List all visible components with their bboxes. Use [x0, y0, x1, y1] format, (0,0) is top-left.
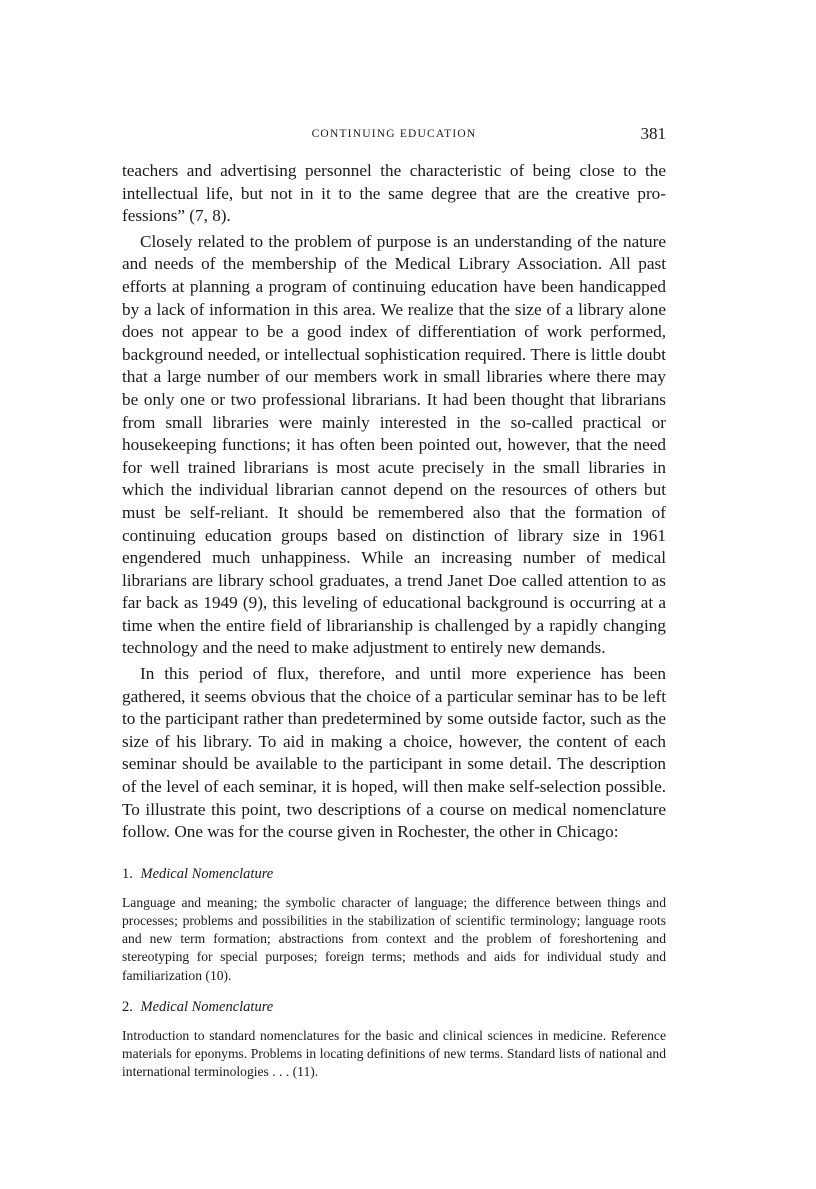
course-description-title: Medical Nomenclature	[140, 865, 274, 882]
paragraph-continuation: teachers and advertising personnel the characteristic of being close to the intellectual life, but not in it to the same degree that are the creative professions” (7, 8).	[122, 161, 666, 226]
course-description-text: Language and meaning; the symbolic character of language; the difference between things and processes; problems and possibilities in the stabilization of scientific terminology; language roots and new term formation; abstractions from context and the problem of foreshortening and stereotyping for special purposes; foreign terms; methods and aids for individual study and familiarization (10).	[122, 894, 666, 983]
running-title: CONTINUING EDUCATION	[311, 128, 477, 140]
course-description-title: Medical Nomenclature	[140, 998, 274, 1015]
page	[122, 124, 666, 1093]
page-number: 381	[640, 124, 666, 143]
course-description-number: 2.	[122, 998, 133, 1015]
course-description-number: 1.	[122, 865, 133, 882]
course-description-text: Introduction to standard nomenclatures for the basic and clinical sciences in medicine. Reference materials for eponyms. Problems in locating definitions of new terms. Standard lists of national and international terminologies . . . (11).	[122, 1027, 666, 1080]
running-head	[122, 124, 666, 150]
body-text	[122, 160, 666, 844]
paragraph-membership: Closely related to the problem of purpose is an understanding of the nature and needs of the membership of the Medical Library Association. All past efforts at planning a program of continuing education have been handicapped by a lack of information in this area. We realize that the size of a library alone does not appear to be a good index of differentiation of work performed, background needed, or intellectual sophistication required. There is little doubt that a large number of our members work in small libraries where there may be only one or two professional librarians. It had been thought that librarians from small libraries were mainly interested in the so-called practical or housekeeping functions; it has often been pointed out, however, that the need for well trained librarians is most acute precisely in the small libraries in which the individual librarian cannot depend on the resources of others but must be self-reliant. It should be remembered also that the formation of continuing education groups based on distinction of library size in 1961 engendered much unhappiness. While an increasing number of medical librarians are library school graduates, a trend Janet Doe called attention to as far back as 1949 (9), this leveling of educational background is occurring at a time when the entire field of librarianship is challenged by a rapidly changing technology and the need to make adjustment to entirely new demands.	[122, 231, 666, 658]
course-description-heading	[122, 864, 666, 884]
course-descriptions	[122, 864, 666, 1082]
course-description-heading	[122, 997, 666, 1017]
paragraph-seminar-choice: In this period of flux, therefore, and until more experience has been gathered, it seems obvious that the choice of a particular seminar has to be left to the participant rather than predetermined by some outside factor, such as the size of his library. To aid in making a choice, however, the content of each seminar should be available to the participant in some detail. The description of the level of each seminar, it is hoped, will then make self-selection possible. To illustrate this point, two descriptions of a course on medical nomenclature follow. One was for the course given in Rochester, the other in Chicago:	[122, 664, 666, 842]
